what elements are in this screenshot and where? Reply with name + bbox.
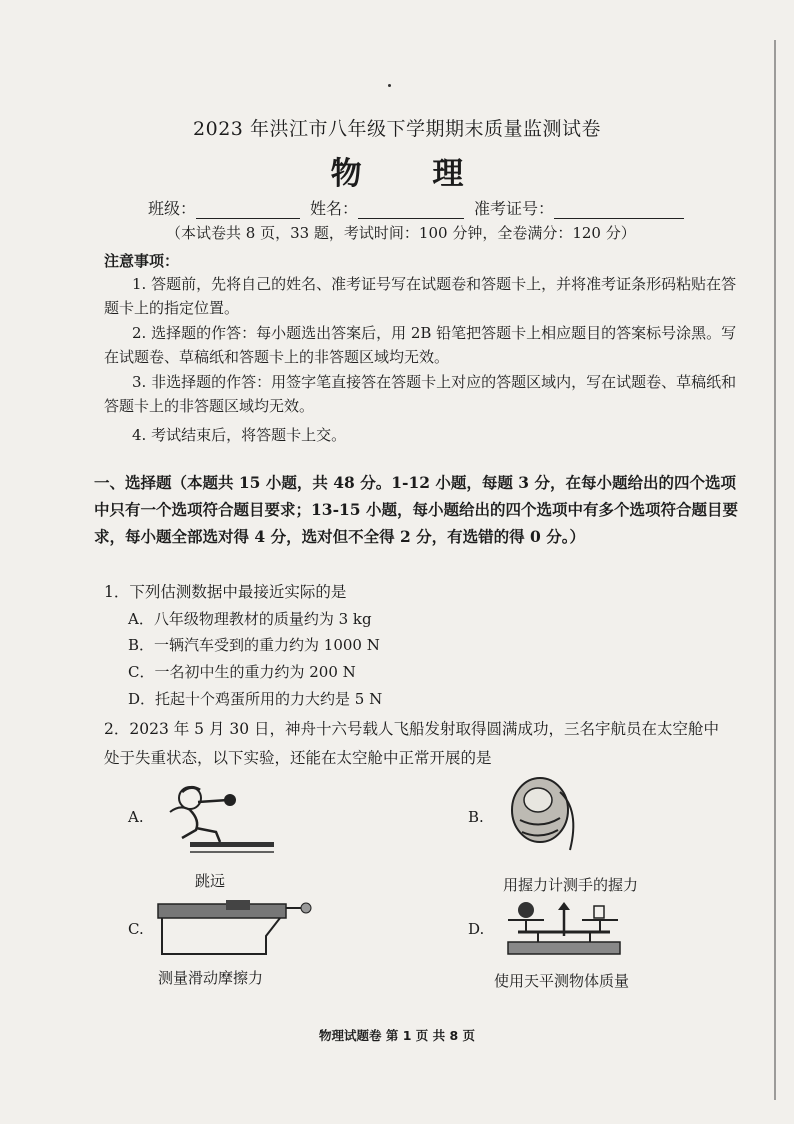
grip-dynamometer-figure [500,770,590,860]
id-label: 准考证号： [474,199,555,218]
question-1-stem: 1．下列估测数据中最接近实际的是 [104,583,347,601]
page-edge-line [774,40,776,1100]
friction-setup-figure [156,898,316,960]
balance-scale-figure [498,896,628,962]
long-jump-figure [160,780,280,860]
subject-title: 物 理 [330,156,494,192]
q1-option-d: D．托起十个鸡蛋所用的力大约是 5 N [128,690,383,708]
q1-option-c: C．一名初中生的重力约为 200 N [128,663,356,681]
section-heading: 一、选择题（本题共 15 小题，共 48 分。1-12 小题，每题 3 分，在每小题给出的四个选项中只有一个选项符合题目要求；13-15 小题，每小题给出的四个选项中有多个选项符合题目要求，每小题全部选对得 4 分，选对但不全得 2 分，有选错的得 0 分。） [94,473,738,546]
name-blank[interactable] [358,202,464,219]
notice-heading: 注意事项： [104,252,180,270]
q2-caption-d: 使用天平测物体质量 [494,972,630,990]
page-footer: 物理试题卷 第 1 页 共 8 页 [318,1028,475,1043]
q2-option-a-letter: A. [128,808,144,826]
exam-meta: （本试卷共 8 页，33 题，考试时间：100 分钟，全卷满分：120 分） [166,224,636,242]
question-2-stem: 2．2023 年 5 月 30 日，神舟十六号载人飞船发射取得圆满成功，三名宇航员在太空舱中处于失重状态，以下实验，还能在太空舱中正常开展的是 [104,720,720,767]
id-blank[interactable] [554,202,684,219]
scan-dot [388,84,391,87]
notice-item: 4. 考试结束后，将答题卡上交。 [132,426,347,444]
q2-caption-b: 用握力计测手的握力 [503,876,639,894]
exam-title: 2023 年洪江市八年级下学期期末质量监测试卷 [193,118,601,140]
class-label: 班级： [148,199,197,218]
name-label: 姓名： [310,199,359,218]
q2-caption-a: 跳远 [195,872,226,890]
notice-item: 1. 答题前，先将自己的姓名、准考证号写在试题卷和答题卡上，并将准考证条形码粘贴在答题卡上的指定位置。 [104,275,737,317]
q1-option-b: B．一辆汽车受到的重力约为 1000 N [128,636,380,654]
q2-option-d-letter: D. [468,920,485,938]
student-info-line [148,196,708,219]
q2-option-c-letter: C. [128,920,144,938]
q2-option-b-letter: B. [468,808,484,826]
q1-option-a: A．八年级物理教材的质量约为 3 kg [128,610,372,628]
q2-caption-c: 测量滑动摩擦力 [158,969,264,987]
notice-item: 3. 非选择题的作答：用签字笔直接答在答题卡上对应的答题区域内，写在试题卷、草稿纸和答题卡上的非答题区域均无效。 [104,373,737,415]
notice-item: 2. 选择题的作答：每小题选出答案后，用 2B 铅笔把答题卡上相应题目的答案标号涂黑。写在试题卷、草稿纸和答题卡上的非答题区域均无效。 [104,324,737,366]
class-blank[interactable] [196,202,300,219]
